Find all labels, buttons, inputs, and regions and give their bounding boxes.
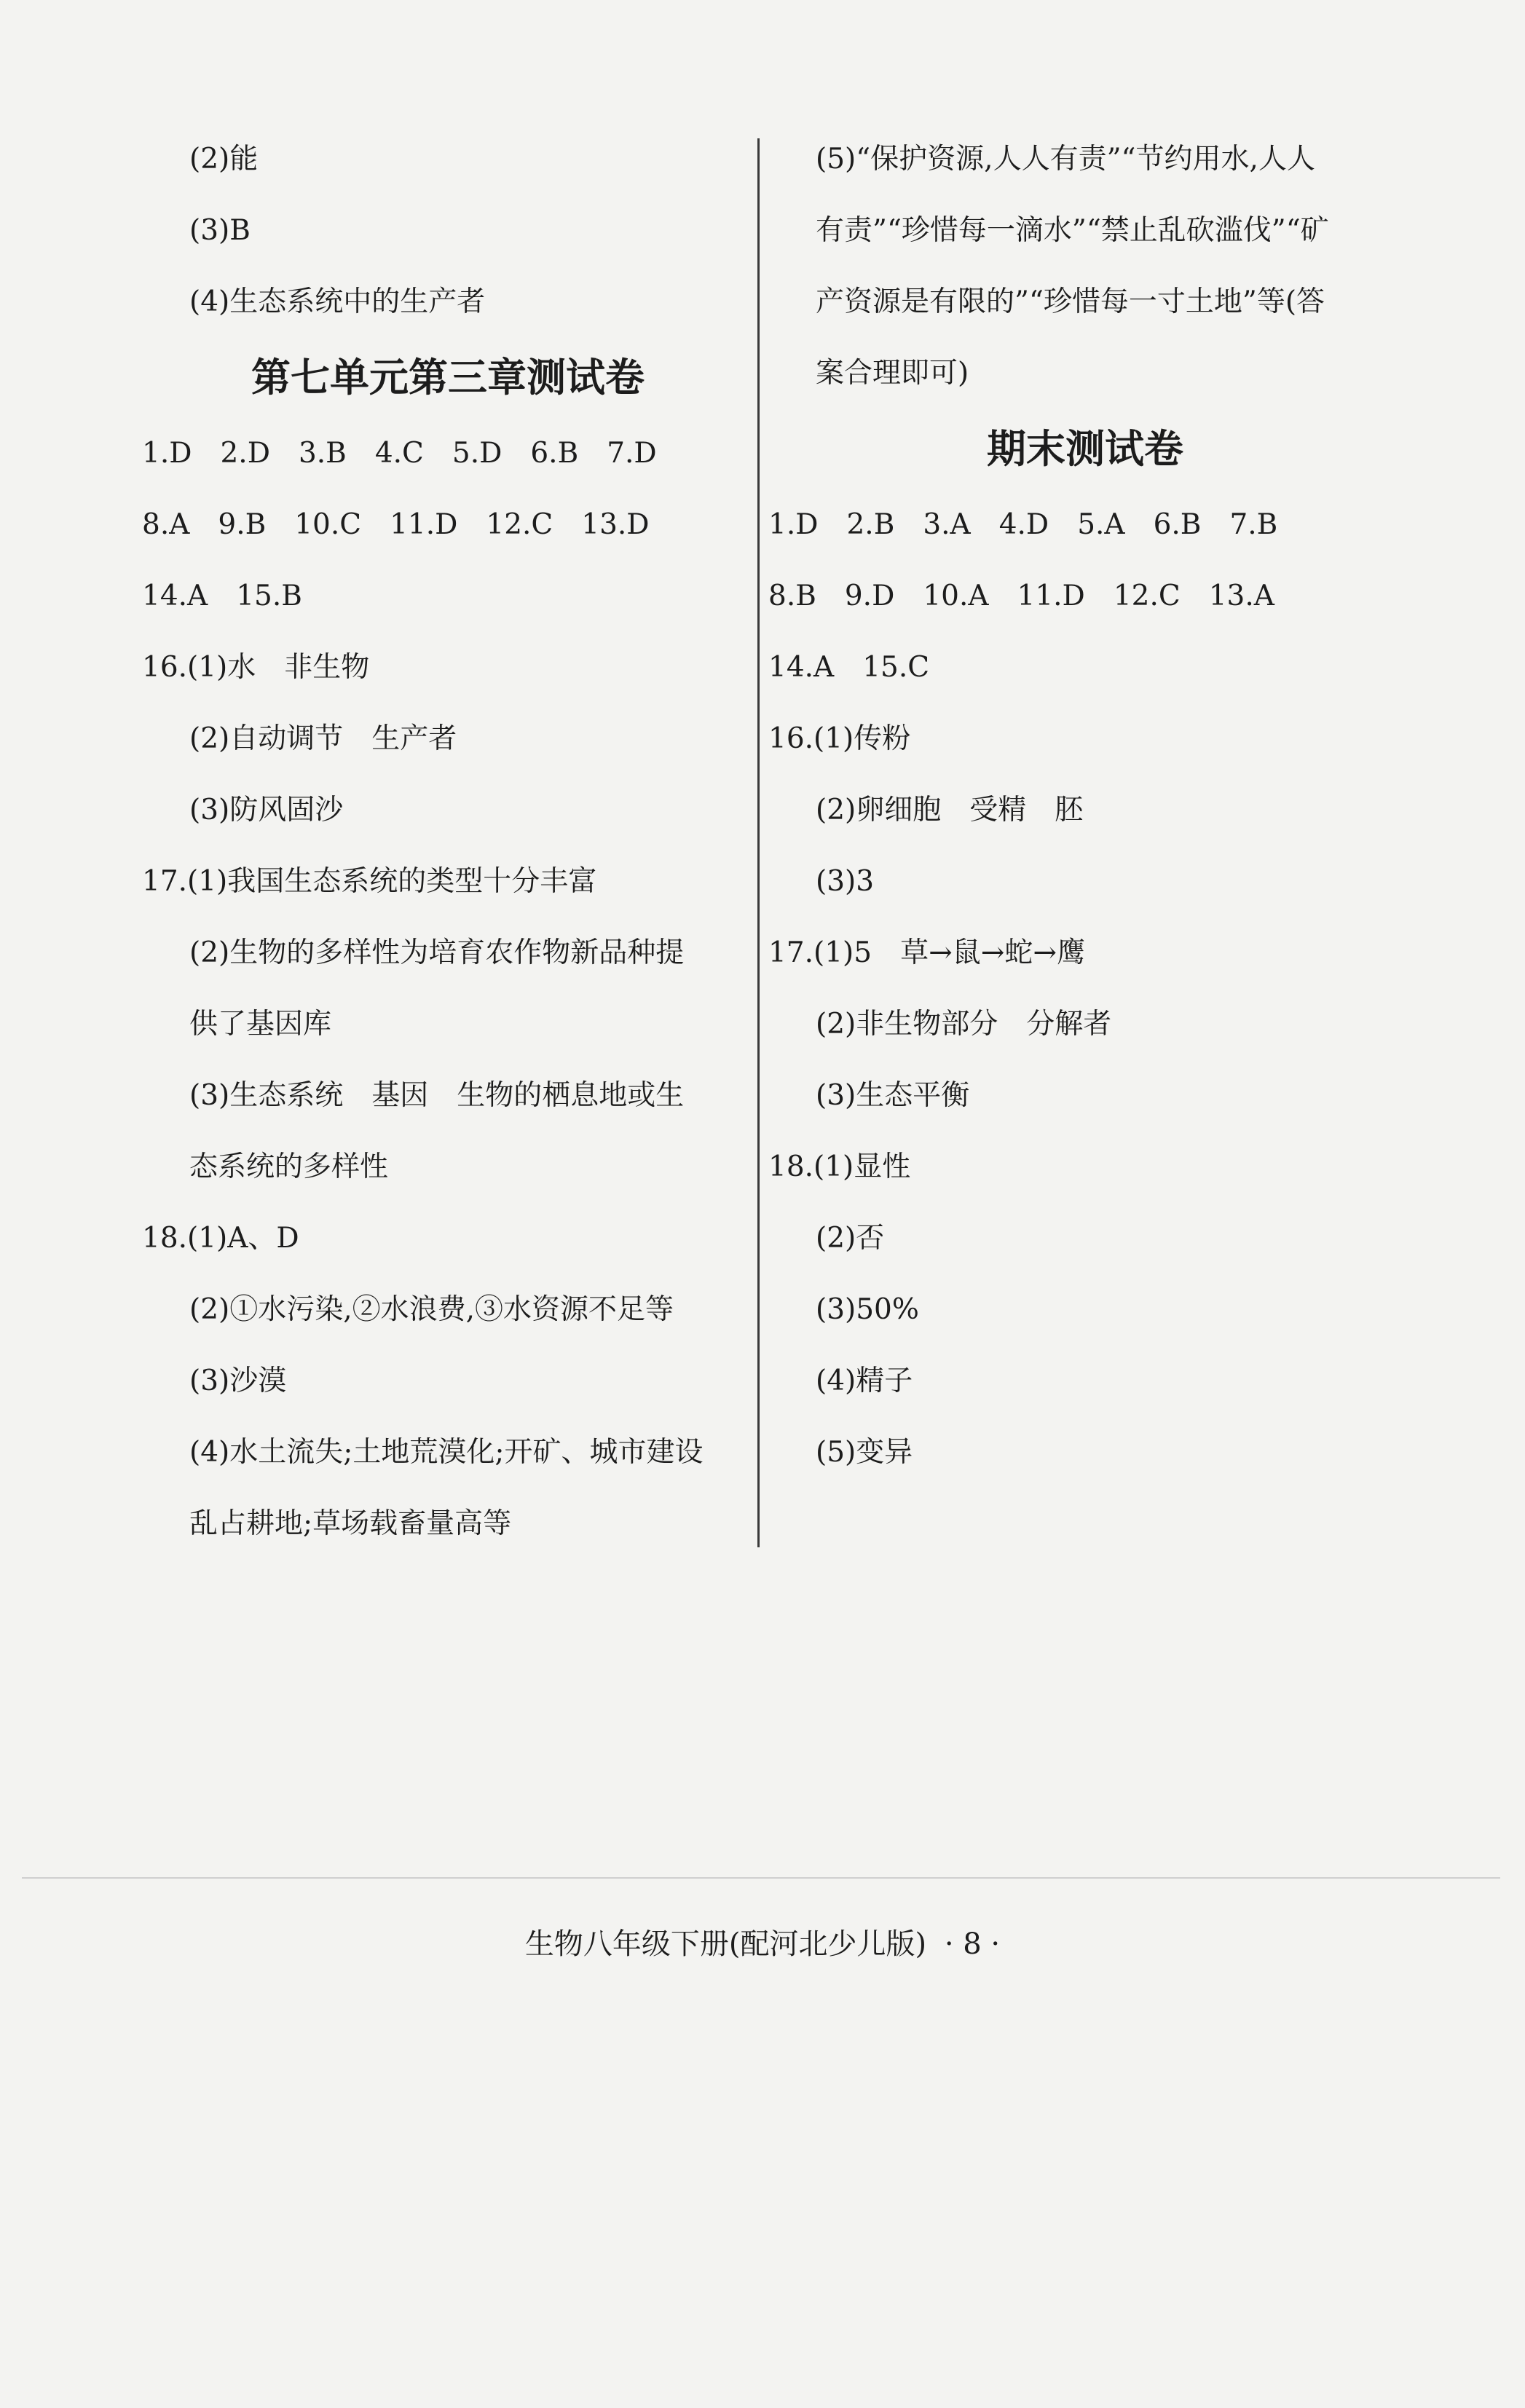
- answer-line: (4)生态系统中的生产者: [189, 285, 486, 318]
- left-column: [142, 124, 754, 1560]
- answer-line: (5)变异: [816, 1436, 913, 1469]
- page-footer: [0, 1921, 1525, 1962]
- answer-line: 8.A 9.B 10.C 11.D 12.C 13.D: [142, 508, 650, 541]
- answer-line: 8.B 9.D 10.A 11.D 12.C 13.A: [768, 580, 1274, 612]
- answer-line: (3)沙漠: [189, 1365, 287, 1397]
- answer-line: 16.(1)传粉: [768, 722, 911, 755]
- answer-line: 产资源是有限的”“珍惜每一寸土地”等(答: [816, 285, 1325, 318]
- answer-line: 供了基因库: [189, 1008, 332, 1041]
- answer-line: (2)卵细胞 受精 胚: [816, 794, 1084, 826]
- answer-line: (3)生态平衡: [816, 1079, 970, 1112]
- answer-line: (5)“保护资源,人人有责”“节约用水,人人: [816, 143, 1315, 175]
- answer-line: 17.(1)5 草→鼠→蛇→鹰: [768, 936, 1086, 969]
- answer-line: 1.D 2.D 3.B 4.C 5.D 6.B 7.D: [142, 437, 657, 470]
- answer-line: (4)水土流失;土地荒漠化;开矿、城市建设: [189, 1436, 704, 1469]
- answer-line: (3)3: [816, 865, 875, 898]
- answer-line: (3)生态系统 基因 生物的栖息地或生: [189, 1079, 685, 1112]
- answer-line: (2)否: [816, 1222, 885, 1255]
- answer-line: 乱占耕地;草场载畜量高等: [189, 1507, 512, 1540]
- answer-line: (2)能: [189, 143, 259, 175]
- answer-line: 16.(1)水 非生物: [142, 651, 370, 684]
- answer-line: (2)非生物部分 分解者: [816, 1008, 1112, 1041]
- answer-line: 案合理即可): [816, 357, 969, 390]
- answer-line: (3)防风固沙: [189, 794, 344, 826]
- right-column: [768, 124, 1402, 1488]
- answer-line: 1.D 2.B 3.A 4.D 5.A 6.B 7.B: [768, 508, 1278, 541]
- answer-line: (3)50%: [816, 1293, 919, 1326]
- answer-line: (2)①水污染,②水浪费,③水资源不足等: [189, 1293, 674, 1326]
- left-main-answers: [142, 418, 754, 1560]
- answer-line: 态系统的多样性: [189, 1150, 389, 1183]
- left-top-answers: [142, 124, 754, 338]
- answer-line: (4)精子: [816, 1365, 913, 1397]
- final-test-heading: 期末测试卷: [987, 426, 1183, 472]
- right-main-answers: [768, 489, 1402, 1488]
- answer-line: 有责”“珍惜每一滴水”“禁止乱砍滥伐”“矿: [816, 214, 1329, 247]
- book-title: 生物八年级下册(配河北少儿版): [524, 1927, 927, 1961]
- answer-line: (2)自动调节 生产者: [189, 722, 457, 755]
- answer-line: 17.(1)我国生态系统的类型十分丰富: [142, 865, 597, 898]
- chapter-test-heading: 第七单元第三章测试卷: [251, 355, 645, 400]
- answer-line: 14.A 15.B: [142, 580, 302, 612]
- answer-line: 14.A 15.C: [768, 651, 930, 684]
- answer-line: 18.(1)A、D: [142, 1222, 299, 1255]
- footer-rule: [22, 1877, 1500, 1879]
- answer-line: (2)生物的多样性为培育农作物新品种提: [189, 936, 685, 969]
- page-number: · 8 ·: [944, 1927, 1001, 1961]
- column-divider: [757, 138, 760, 1547]
- right-top-answers: [768, 124, 1402, 409]
- answer-line: (3)B: [189, 214, 251, 247]
- answer-line: 18.(1)显性: [768, 1150, 911, 1183]
